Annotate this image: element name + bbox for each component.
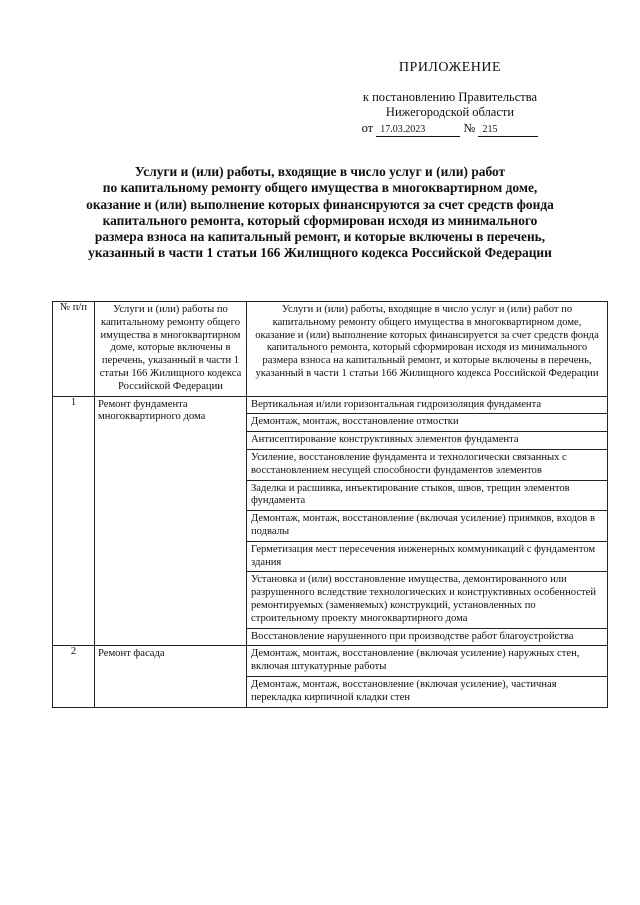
services-table	[52, 301, 608, 708]
row-works	[247, 646, 608, 707]
from-label: от	[361, 121, 374, 135]
appendix-date-line	[300, 121, 600, 137]
work-item: Заделка и расшивка, инъектирование стыков, швов, трещин элементов фундамента	[247, 481, 607, 512]
decree-number: 215	[478, 124, 538, 137]
appendix-region-line: Нижегородской области	[385, 105, 515, 119]
row-service: Ремонт фундамента многоквартирного дома	[95, 396, 247, 646]
work-item: Демонтаж, монтаж, восстановление (включая усиление) приямков, входов в подвалы	[247, 511, 607, 542]
work-item: Усиление, восстановление фундамента и технологически связанных с восстановлением несущей способности фундаментов элементов	[247, 450, 607, 481]
number-label: №	[463, 121, 476, 135]
work-item: Демонтаж, монтаж, восстановление отмостки	[247, 414, 607, 432]
appendix-block	[300, 60, 600, 137]
table-header-row	[53, 302, 608, 397]
header-works: Услуги и (или) работы, входящие в число услуг и (или) работ по капитальному ремонту общего имущества в многоквартирном доме, оказание и (или) выполнение которых финансируется за счет средств фонда капитального ремонта, который сформирован исходя из минимального размера взноса на капитальный ремонт, и которые включены в перечень, указанный в части 1 статьи 166 Жилищного кодекса Российской Федерации	[247, 302, 608, 397]
work-item: Герметизация мест пересечения инженерных коммуникаций с фундаментом здания	[247, 542, 607, 573]
heading-line: по капитальному ремонту общего имущества в многоквартирном доме,	[102, 180, 538, 196]
header-service: Услуги и (или) работы по капитальному ремонту общего имущества в многоквартирном доме, которые включены в перечень, указанный в части 1 статьи 166 Жилищного кодекса Российской Федерации	[95, 302, 247, 397]
work-item: Демонтаж, монтаж, восстановление (включая усиление) наружных стен, включая штукатурные работы	[247, 646, 607, 677]
decree-date: 17.03.2023	[376, 124, 460, 137]
row-num: 1	[53, 396, 95, 646]
header-num: № п/п	[53, 302, 95, 397]
heading-line: размера взноса на капитальный ремонт, и которые включены в перечень,	[94, 229, 546, 245]
row-works	[247, 396, 608, 646]
appendix-decree-line: к постановлению Правительства	[362, 90, 538, 104]
work-item: Вертикальная и/или горизонтальная гидроизоляция фундамента	[247, 397, 607, 415]
heading-line: указанный в части 1 статьи 166 Жилищного кодекса Российской Федерации	[88, 245, 552, 261]
table-row	[53, 396, 608, 646]
appendix-title: ПРИЛОЖЕНИЕ	[398, 60, 502, 75]
work-item: Установка и (или) восстановление имущества, демонтированного или разрушенного вследствие технологических и конструктивных особенностей ремонтируемых (заменяемых) конструкций, установленных по строительному проекту многоквартирного дома	[247, 572, 607, 628]
heading-line: капитального ремонта, который сформирован исходя из минимального	[102, 212, 538, 228]
heading-line: оказание и (или) выполнение которых финансируются за счет средств фонда	[86, 196, 554, 212]
work-item: Восстановление нарушенного при производстве работ благоустройства	[251, 630, 574, 642]
work-item: Демонтаж, монтаж, восстановление (включая усиление), частичная перекладка кирпичной кладки стен	[251, 678, 557, 703]
work-item: Антисептирование конструктивных элементов фундамента	[247, 432, 607, 450]
table-row	[53, 646, 608, 707]
document-heading	[40, 164, 600, 262]
row-service: Ремонт фасада	[95, 646, 247, 707]
row-num: 2	[53, 646, 95, 707]
heading-line: Услуги и (или) работы, входящие в число услуг и (или) работ	[134, 164, 506, 179]
